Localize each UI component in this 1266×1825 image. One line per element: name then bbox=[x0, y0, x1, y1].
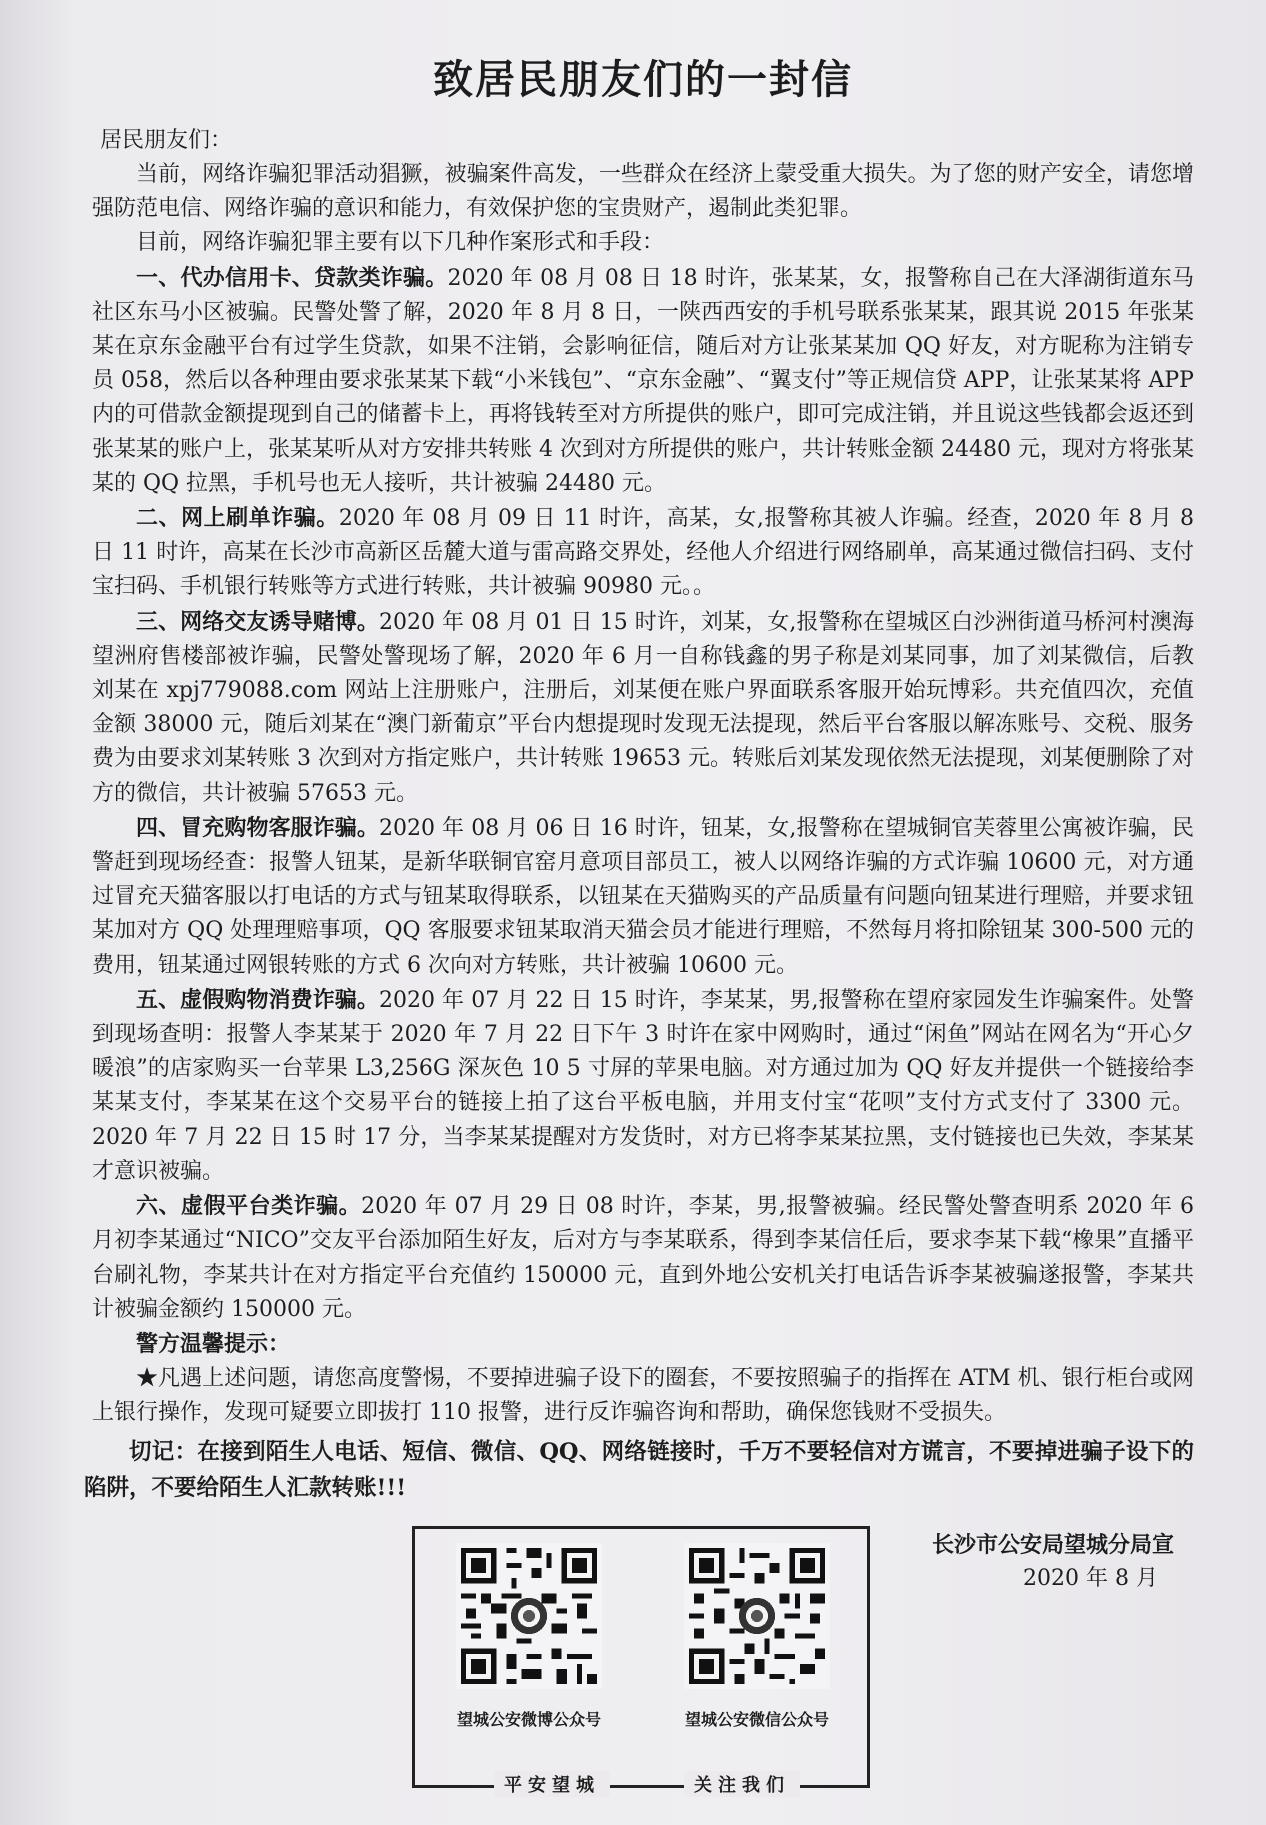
qr-label-wechat: 望城公安微信公众号 bbox=[684, 1710, 829, 1730]
signature-block bbox=[932, 1528, 1174, 1596]
page-title: 致居民朋友们的一封信 bbox=[433, 56, 853, 103]
case-paragraph bbox=[92, 983, 1194, 1189]
case-heading: 六、虚假平台类诈骗。 bbox=[136, 1193, 362, 1220]
footer-section bbox=[92, 1506, 1194, 1806]
qr-code-icon bbox=[684, 1543, 830, 1689]
case-body: 2020 年 08 月 09 日 11 时许，高某，女,报警称其被人诈骗。经查，2020 年 8 月 8 日 11 时许，高某在长沙市高新区岳麓大道与雷高路交界处，经他人介绍进行网络刷单，高某通过微信扫码、支付宝扫码、手机银行转账等方式进行转账，共计被骗 90980 元。。 bbox=[92, 506, 1194, 600]
case-heading: 五、虚假购物消费诈骗。 bbox=[136, 986, 379, 1013]
intro-paragraph: 目前，网络诈骗犯罪主要有以下几种作案形式和手段： bbox=[136, 230, 665, 256]
qr-code-box bbox=[412, 1526, 870, 1797]
case-heading: 三、网络交友诱导赌博。 bbox=[136, 608, 379, 635]
slogan-left: 平安望城 bbox=[494, 1771, 610, 1797]
qr-code-icon bbox=[456, 1543, 602, 1689]
warning-title: 警方温馨提示： bbox=[136, 1330, 291, 1357]
qr-item-weibo bbox=[449, 1543, 609, 1730]
case-heading: 四、冒充购物客服诈骗。 bbox=[136, 814, 379, 841]
case-body: 2020 年 07 月 22 日 15 时许，李某某，男,报警称在望府家园发生诈骗案件。处警到现场查明：报警人李某某于 2020 年 7 月 22 日下午 3 时许在家中网购时，通过“闲鱼”网站在网名为“开心夕暖浪”的店家购买一台苹果 L3,256G 深灰色 10 5 寸屏的苹果电脑。对方通过加为 QQ 好友并提供一个链接给李某某支付，李某某在这个交易平台的链接上拍了这台平板电脑，并用支付宝“花呗”支付方式支付了 3300 元。2020 年 7 月 22 日 15 时 17 分，当李某某提醒对方发货时，对方已将李某某拉黑，支付链接也已失效，李某某才意识被骗。 bbox=[92, 987, 1194, 1184]
signature-org: 长沙市公安局望城分局宣 bbox=[931, 1532, 1174, 1559]
case-paragraph bbox=[92, 605, 1194, 811]
case-body: 2020 年 08 月 08 日 18 时许，张某某，女，报警称自己在大泽湖街道东马社区东马小区被骗。民警处警了解，2020 年 8 月 8 日，一陕西西安的手机号联系张某某，跟其说 2015 年张某某在京东金融平台有过学生贷款，如果不注销，会影响征信，随后对方让张某某加 QQ 好友，对方昵称为注销专员 058，然后以各种理由要求张某某下载“小米钱包”、“京东金融”、“翼支付”等正规信贷 APP，让张某某将 APP 内的可借款金额提现到自己的储蓄卡上，再将钱转至对方所提供的账户，即可完成注销，并且说这些钱都会返还到张某某的账户上，张某某听从对方安排共转账 4 次到对方所提供的账户，共计转账金额 24480 元，现对方将张某某的 QQ 拉黑，手机号也无人接听，共计被骗 24480 元。 bbox=[92, 265, 1194, 496]
case-body: 2020 年 08 月 06 日 16 时许，钮某，女,报警称在望城铜官芙蓉里公寓被诈骗，民警赶到现场经查：报警人钮某，是新华联铜官窑月意项目部员工，被人以网络诈骗的方式诈骗 10600 元，对方通过冒充天猫客服以打电话的方式与钮某取得联系，以钮某在天猫购买的产品质量有问题向钮某进行理赔，并要求钮某加对方 QQ 处理理赔事项，QQ 客服要求钮某取消天猫会员才能进行理赔，不然每月将扣除钮某 300-500 元的费用，钮某通过网银转账的方式 6 次向对方转账，共计被骗 10600 元。 bbox=[92, 815, 1194, 978]
case-body: 2020 年 07 月 29 日 08 时许，李某，男,报警被骗。经民警处警查明系 2020 年 6 月初李某通过“NICO”交友平台添加陌生好友，后对方与李某联系，得到李某信任后，要求李某下载“橡果”直播平台刷礼物，李某共计在对方指定平台充值约 150000 元，直到外地公安机关打电话告诉李某被骗遂报警，李某共计被骗金额约 150000 元。 bbox=[92, 1194, 1194, 1322]
warning-body: ★凡遇上述问题，请您高度警惕，不要掉进骗子设下的圈套，不要按照骗子的指挥在 ATM 机、银行柜台或网上银行操作，发现可疑要立即拔打 110 报警，进行反诈骗咨询和帮助，确保您钱财不受损失。 bbox=[92, 1365, 1194, 1426]
case-paragraph bbox=[92, 261, 1194, 501]
case-paragraph bbox=[92, 1189, 1194, 1327]
caution-notice: 切记：在接到陌生人电话、短信、微信、QQ、网络链接时，千万不要轻信对方谎言，不要掉进骗子设下的陷阱，不要给陌生人汇款转账!!! bbox=[84, 1439, 1194, 1502]
case-heading: 二、网上刷单诈骗。 bbox=[136, 505, 339, 532]
qr-label-weibo: 望城公安微博公众号 bbox=[456, 1710, 601, 1730]
salutation: 居民朋友们： bbox=[100, 128, 233, 153]
signature-date: 2020 年 8 月 bbox=[1023, 1566, 1158, 1592]
warning-title-line bbox=[92, 1327, 1194, 1362]
case-paragraph bbox=[92, 501, 1194, 605]
case-heading: 一、代办信用卡、贷款类诈骗。 bbox=[136, 264, 448, 291]
slogan-right: 关注我们 bbox=[684, 1771, 800, 1797]
qr-item-wechat bbox=[677, 1543, 837, 1730]
intro-paragraph: 当前，网络诈骗犯罪活动猖獗，被骗案件高发，一些群众在经济上蒙受重大损失。为了您的财产安全，请您增强防范电信、网络诈骗的意识和能力，有效保护您的宝贵财产，遏制此类犯罪。 bbox=[92, 162, 1194, 222]
case-body: 2020 年 08 月 01 日 15 时许，刘某，女,报警称在望城区白沙洲街道马桥河村澳海望洲府售楼部被诈骗，民警处警现场了解，2020 年 6 月一自称钱鑫的男子称是刘某同事，加了刘某微信，后教刘某在 xpj779088.com 网站上注册账户，注册后，刘某便在账户界面联系客服开始玩博彩。共充值四次，充值金额 38000 元，随后刘某在“澳门新葡京”平台内想提现时发现无法提现，然后平台客服以解冻账号、交税、服务费为由要求刘某转账 3 次到对方指定账户，共计转账 19653 元。转账后刘某发现依然无法提现，刘某便删除了对方的微信，共计被骗 57653 元。 bbox=[92, 609, 1194, 806]
case-paragraph bbox=[92, 811, 1194, 983]
slogan-row bbox=[412, 1769, 870, 1799]
